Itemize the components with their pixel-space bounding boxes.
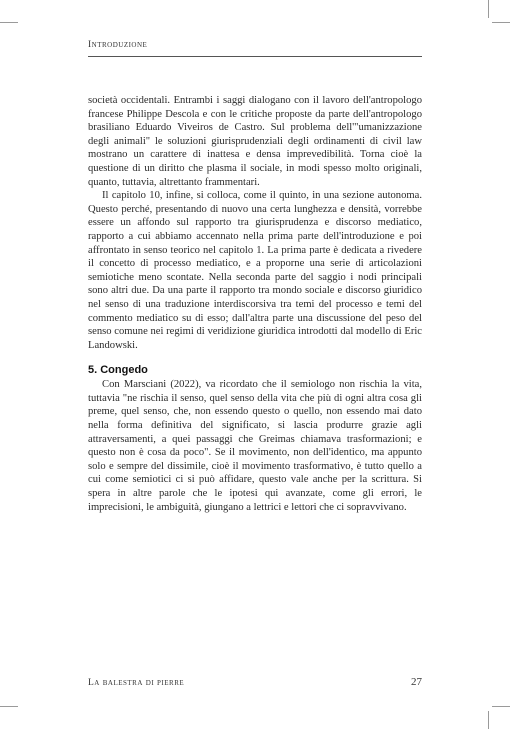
footer-book-title: La balestra di pierre xyxy=(88,678,185,688)
crop-mark-top-right-h xyxy=(492,22,510,23)
paragraph-1: società occidentali. Entrambi i saggi dialogano con il lavoro dell'antropologo francese Philippe Descola e con le critiche proposte da parte dell'antropologo brasiliano Eduardo Viveiros de Castro. Sul problema dell'"umanizzazione degli animali" le soluzioni giurisprudenziali degli ordinamenti di civil law mostrano un carattere di inattesa e densa imprevedibilità. Torna cioè la questione di un diritto che plasma il sociale, in modi spesso molto originali, quanto, tuttavia, altrettanto frammentari. xyxy=(88,95,422,188)
header-rule xyxy=(88,56,422,57)
crop-mark-bottom-left xyxy=(0,706,18,707)
body-text xyxy=(88,94,422,514)
crop-mark-top-right-v xyxy=(488,0,489,18)
crop-mark-bottom-right-v xyxy=(488,711,489,729)
paragraph-3: Con Marsciani (2022), va ricordato che il semiologo non rischia la vita, tuttavia "ne rischia il senso, quel senso della vita che più di ogni altra cosa gli preme, quel senso, che, non essendo questo o quello, non essendo mai dato nella forma definitiva del significato, si lascia produrre grazie agli attraversamenti, a quei passaggi che Greimas chiamava trasformazioni; e questo non è cosa da poco". Se il movimento, non dell'identico, ma appunto solo e sempre del dissimile, cioè il movimento trasformativo, è tutto quello a cui come semiotici ci si può affidare, questo vale anche per la scrittura. Si spera in altre parole che le ipotesi qui avanzate, come gli errori, le imprecisioni, le ambiguità, giungano a lettrici e lettori che ci sopravvivano. xyxy=(88,379,422,513)
crop-mark-bottom-right-h xyxy=(492,706,510,707)
running-head: Introduzione xyxy=(88,40,148,50)
page-number: 27 xyxy=(411,676,422,688)
crop-mark-top-left xyxy=(0,22,18,23)
paragraph-2: Il capitolo 10, infine, si colloca, come il quinto, in una sezione autonoma. Questo perché, presentando di nuovo una certa lunghezza e densità, vorrebbe essere un affondo sul rapporto tra giurisprudenza e discorso mediatico, rapporto a cui abbiamo accennato nella prima parte dell'introduzione e poi affrontato in senso teorico nel capitolo 1. La prima parte è dedicata a rivedere il concetto di processo mediatico, e a proporne una serie di articolazioni semiotiche meno scontate. Nella seconda parte del saggio i nodi principali sono altri due. Da una parte il rapporto tra mondo sociale e discorso giuridico nel senso di una traduzione interdiscorsiva tra temi del processo e temi del commento mediatico su di esso; dall'altra parte una discussione del peso del senso comune nei regimi di veridizione giuridica introdotti dal modello di Eric Landowski. xyxy=(88,190,422,351)
section-heading: 5. Congedo xyxy=(88,364,148,377)
